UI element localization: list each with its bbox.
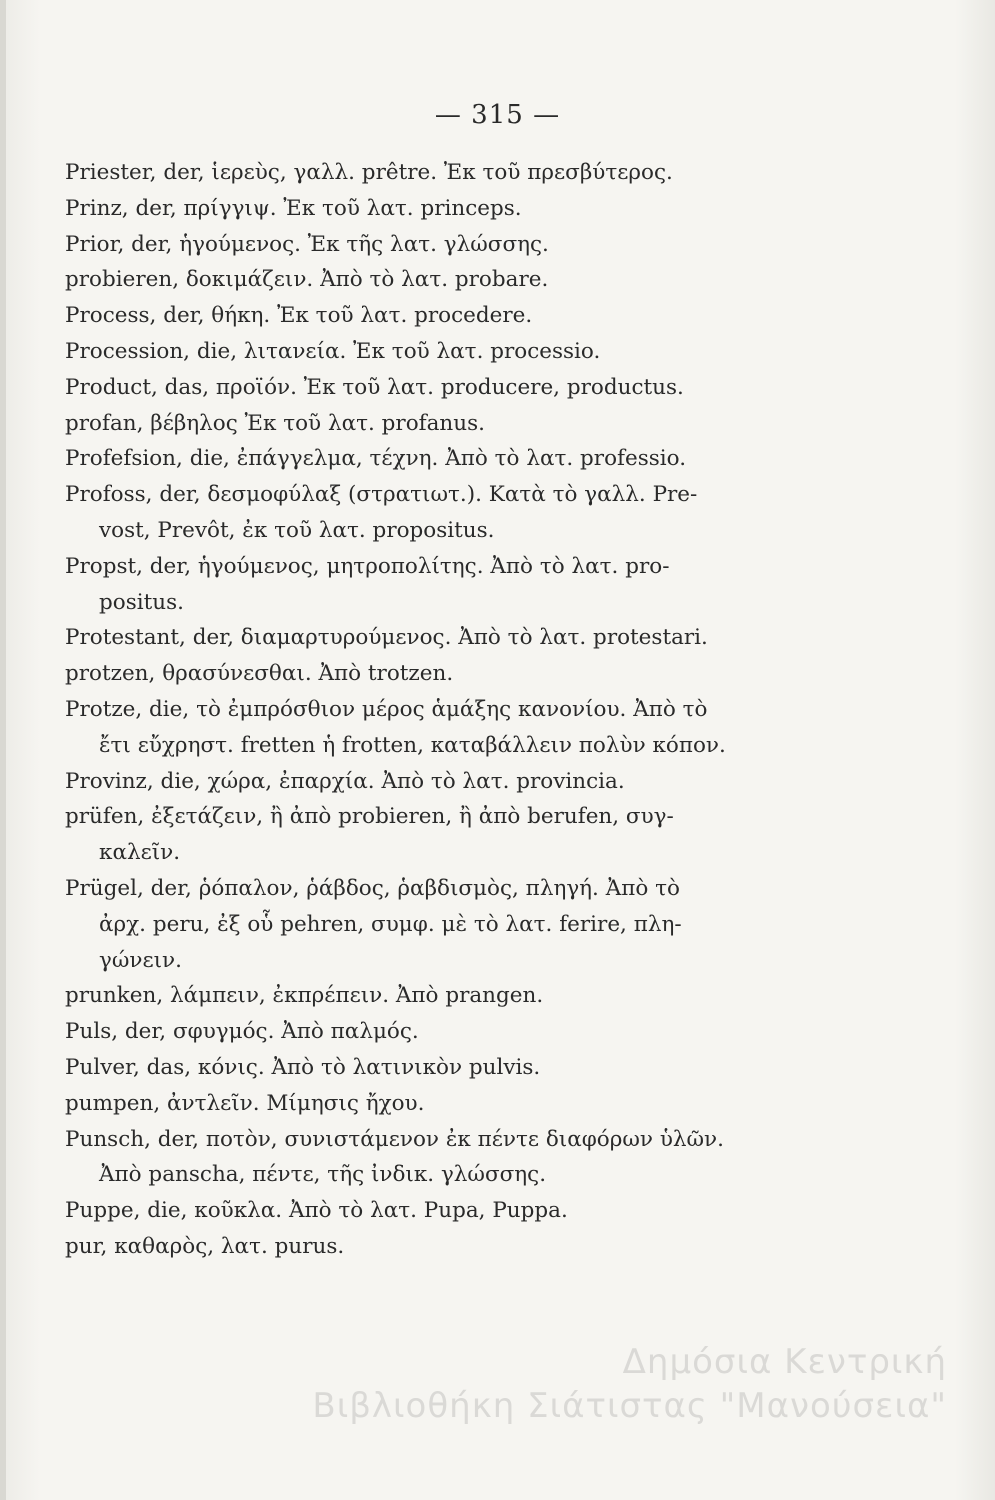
entry-headline: Product, das, προϊόν. Ἐκ τοῦ λατ. producere, productus. — [65, 374, 684, 400]
dictionary-entry — [65, 764, 805, 800]
dictionary-entry — [65, 692, 805, 764]
entry-headline: Punsch, der, ποτὸν, συνιστάμενον ἐκ πέντε διαφόρων ὑλῶν. — [65, 1126, 724, 1152]
entry-headline: Protestant, der, διαμαρτυρούμενος. Ἀπὸ τὸ λατ. protestari. — [65, 625, 708, 651]
entry-headline: probieren, δοκιμάζειν. Ἀπὸ τὸ λατ. probare. — [65, 267, 549, 293]
entry-headline: Provinz, die, χώρα, ἐπαρχία. Ἀπὸ τὸ λατ. provincia. — [65, 768, 625, 794]
entry-continuation: Ἀπὸ panscha, πέντε, τῆς ἰνδικ. γλώσσης. — [99, 1162, 547, 1188]
dictionary-entry — [65, 1086, 805, 1122]
entry-headline: Protze, die, τὸ ἐμπρόσθιον μέρος ἁμάξης κανονίου. Ἀπὸ τὸ — [65, 696, 708, 722]
entry-headline: Propst, der, ἡγούμενος, μητροπολίτης. Ἀπὸ τὸ λατ. pro- — [65, 553, 670, 579]
dictionary-entry — [65, 978, 805, 1014]
library-watermark — [187, 1340, 947, 1428]
entry-continuation: ἔτι εὔχρηστ. fretten ἡ frotten, καταβάλλειν πολὺν κόπον. — [99, 732, 726, 758]
entry-headline: Process, der, θήκη. Ἐκ τοῦ λατ. procedere. — [65, 303, 533, 329]
dictionary-entry — [65, 1122, 805, 1194]
dictionary-entry — [65, 155, 805, 191]
dictionary-entry — [65, 298, 805, 334]
dictionary-entry — [65, 1229, 805, 1265]
dictionary-entry — [65, 334, 805, 370]
entry-headline: protzen, θρασύνεσθαι. Ἀπὸ trotzen. — [65, 661, 454, 687]
entry-headline: pumpen, ἀντλεῖν. Μίμησις ἤχου. — [65, 1090, 425, 1116]
entry-headline: Puppe, die, κοῦκλα. Ἀπὸ τὸ λατ. Pupa, Puppa. — [65, 1198, 568, 1224]
dictionary-entry — [65, 227, 805, 263]
entry-headline: pur, καθαρὸς, λατ. purus. — [65, 1233, 345, 1259]
entry-headline: Pulver, das, κόνις. Ἀπὸ τὸ λατινικὸν pulvis. — [65, 1054, 541, 1080]
entry-headline: Prinz, der, πρίγγιψ. Ἐκ τοῦ λατ. princeps. — [65, 195, 522, 221]
dictionary-entry — [65, 656, 805, 692]
entry-headline: profan, βέβηλος Ἐκ τοῦ λατ. profanus. — [65, 410, 485, 436]
dictionary-entry — [65, 370, 805, 406]
page-number: — 315 — — [434, 100, 561, 130]
entry-headline: Procession, die, λιτανεία. Ἐκ τοῦ λατ. processio. — [65, 338, 601, 364]
entry-headline: prüfen, ἐξετάζειν, ἢ ἀπὸ probieren, ἢ ἀπὸ berufen, συγ- — [65, 804, 674, 830]
dictionary-entry — [65, 262, 805, 298]
entry-headline: Profefsion, die, ἐπάγγελμα, τέχνη. Ἀπὸ τὸ λατ. professio. — [65, 446, 687, 472]
dictionary-entry — [65, 799, 805, 871]
entry-headline: Priester, der, ἱερεὺς, γαλλ. prêtre. Ἐκ τοῦ πρεσβύτερος. — [65, 160, 673, 185]
dictionary-entry — [65, 441, 805, 477]
entry-headline: Prior, der, ἡγούμενος. Ἐκ τῆς λατ. γλώσσης. — [65, 231, 549, 257]
entry-continuation: positus. — [99, 589, 184, 615]
dictionary-entries — [65, 155, 805, 1265]
dictionary-entry — [65, 1050, 805, 1086]
page-edge-shadow — [0, 0, 6, 1500]
dictionary-entry — [65, 549, 805, 621]
entry-headline: prunken, λάμπειν, ἐκπρέπειν. Ἀπὸ prangen. — [65, 983, 544, 1009]
entry-continuation: vost, Prevôt, ἐκ τοῦ λατ. propositus. — [99, 517, 495, 543]
entry-continuation: καλεῖν. — [99, 840, 181, 866]
dictionary-entry — [65, 1193, 805, 1229]
entry-headline: Profoss, der, δεσμοφύλαξ (στρατιωτ.). Κατὰ τὸ γαλλ. Pre- — [65, 482, 698, 508]
entry-headline: Puls, der, σφυγμός. Ἀπὸ παλμός. — [65, 1019, 419, 1045]
watermark-line-2: Βιβλιοθήκη Σιάτιστας "Μανούσεια" — [312, 1386, 947, 1426]
entry-continuation: ἀρχ. peru, ἐξ οὗ pehren, συμφ. μὲ τὸ λατ. ferire, πλη- — [99, 911, 682, 937]
dictionary-entry — [65, 871, 805, 978]
dictionary-entry — [65, 1014, 805, 1050]
entry-headline: Prügel, der, ῥόπαλον, ῥάβδος, ῥαβδισμὸς, πληγή. Ἀπὸ τὸ — [65, 875, 680, 901]
dictionary-entry — [65, 191, 805, 227]
entry-continuation: γώνειν. — [99, 947, 182, 973]
dictionary-entry — [65, 406, 805, 442]
dictionary-entry — [65, 620, 805, 656]
watermark-line-1: Δημόσια Κεντρική — [622, 1342, 947, 1382]
dictionary-entry — [65, 477, 805, 549]
